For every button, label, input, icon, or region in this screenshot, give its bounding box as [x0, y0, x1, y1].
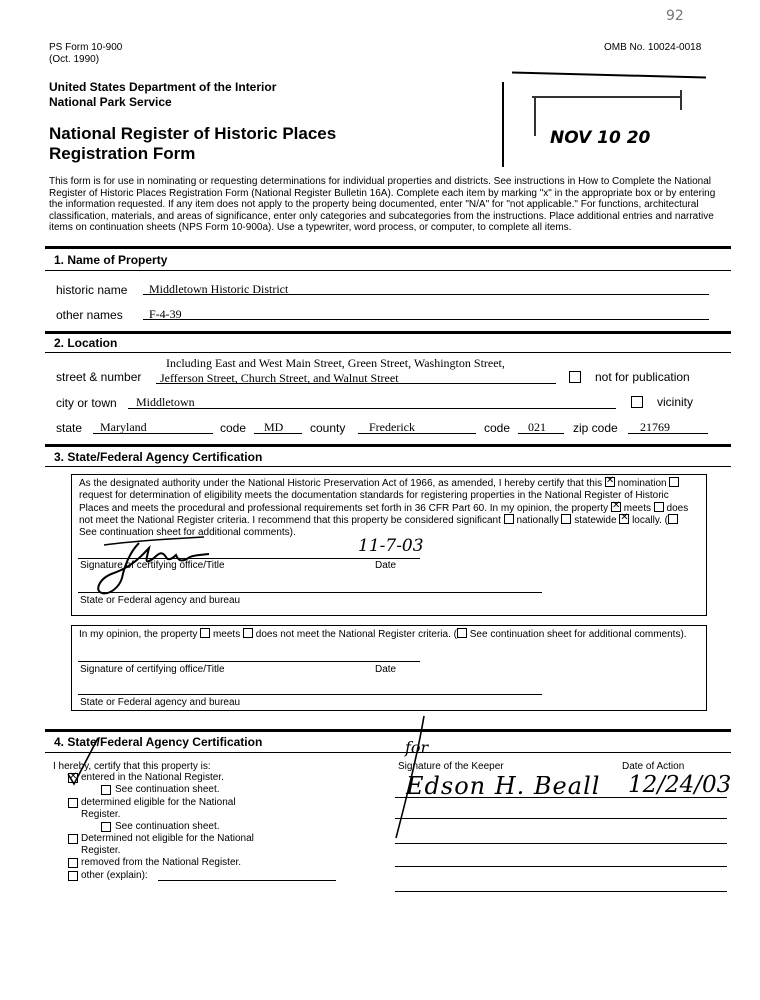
section-rule [45, 729, 731, 732]
field-line [128, 408, 616, 409]
not-for-publication-checkbox[interactable] [569, 371, 581, 383]
see-continuation-label-2: See continuation sheet. [115, 821, 220, 832]
opinion-box [71, 625, 707, 711]
entered-label: entered in the National Register. [81, 772, 224, 783]
county-code-value: 021 [528, 420, 546, 434]
nomination-checkbox[interactable] [605, 477, 615, 487]
date-of-action-label: Date of Action [622, 761, 685, 772]
nomination-label: nomination [617, 478, 667, 489]
county-value: Frederick [369, 420, 415, 434]
signature-label: Signature of certifying office/Title [80, 560, 225, 571]
code-label: code [220, 421, 247, 435]
opinion-does-not-meet-checkbox[interactable] [243, 628, 253, 638]
section4-heading: 4. State/Federal Agency Certification [54, 735, 263, 749]
cert-text: Places and meets the procedural and professional requirements set forth in 36 CFR Part 60. In my opinion, the property [79, 502, 609, 514]
signature-line [78, 661, 420, 662]
does-not-meet-checkbox[interactable] [654, 502, 664, 512]
meets-checkbox[interactable] [611, 502, 621, 512]
not-eligible-checkbox[interactable] [68, 834, 78, 844]
keeper-label: Signature of the Keeper [398, 761, 504, 772]
field-line [156, 383, 556, 384]
field-line [254, 433, 302, 434]
city-value: Middletown [136, 395, 195, 409]
service-name: National Park Service [49, 95, 172, 109]
street-line2: Jefferson Street, Church Street, and Walnut Street [160, 371, 399, 385]
field-line [143, 319, 709, 320]
field-line [93, 433, 213, 434]
instructions [49, 176, 729, 234]
omb-number: OMB No. 10024-0018 [604, 42, 702, 53]
section-rule [45, 466, 731, 467]
other-names-label: other names [56, 308, 123, 322]
form-subtitle: Registration Form [49, 144, 196, 163]
request-checkbox[interactable] [669, 477, 679, 487]
section1-heading: 1. Name of Property [54, 253, 168, 267]
field-line [628, 433, 708, 434]
other-names-value: F-4-39 [149, 307, 182, 321]
not-for-publication-label: not for publication [595, 370, 690, 384]
signature-label: Signature of certifying office/Title [80, 664, 225, 675]
instructions-line: classification, materials, and areas of significance, enter only categories and subcategories from the instructions. Place additional entries and narrative [49, 210, 714, 222]
street-line1: Including East and West Main Street, Green Street, Washington Street, [166, 356, 505, 370]
instructions-line: the information requested. If any item does not apply to the property being documented, enter "N/A" for "not applicable." For functions, architectural [49, 199, 699, 211]
street-label: street & number [56, 370, 142, 384]
form-date: (Oct. 1990) [49, 54, 100, 65]
stamp-date: NOV 10 20 [550, 128, 651, 148]
historic-name-label: historic name [56, 283, 128, 297]
section-rule [45, 444, 731, 447]
instructions-line: items on continuation sheets (NPS Form 10-900a). Use a typewriter, word process, or computer, to complete all items. [49, 222, 572, 234]
county-label: county [310, 421, 346, 435]
eligible-checkbox[interactable] [68, 798, 78, 808]
continuation-checkbox[interactable] [668, 514, 678, 524]
keeper-line [395, 891, 727, 892]
see-continuation-label-1: See continuation sheet. [115, 784, 220, 795]
not-eligible-label: Determined not eligible for the National [81, 833, 254, 844]
locally-label: locally. ( [632, 515, 669, 527]
state-value: Maryland [100, 420, 147, 434]
see-continuation-checkbox-2[interactable] [101, 822, 111, 832]
handwritten-checkmark [64, 734, 104, 794]
agency-label: State or Federal agency and bureau [80, 595, 241, 606]
date-label: Date [375, 664, 397, 675]
date-label: Date [375, 560, 397, 571]
received-stamp [502, 72, 712, 172]
cert-text: request for determination of eligibility meets the documentation standards for registering properties in the National Register of Historic [79, 489, 669, 501]
opinion-meets-checkbox[interactable] [200, 628, 210, 638]
instructions-line: Register of Historic Places Registration Form (National Register Bulletin 16A). Complete each item by marking "x" in the appropriate box or by entering [49, 187, 716, 199]
dept-name: United States Department of the Interior [49, 80, 277, 94]
zip-value: 21769 [640, 420, 670, 434]
agency-line [78, 592, 542, 593]
certification-box [71, 474, 707, 616]
city-label: city or town [56, 396, 117, 410]
opinion-text: See continuation sheet for additional comments). [469, 629, 687, 640]
statewide-checkbox[interactable] [561, 514, 571, 524]
certifying-date-hand: 11-7-03 [358, 536, 424, 556]
handwritten-stroke [390, 712, 430, 842]
cert-text: not meet the National Register criteria. I recommend that this property be considered significant [79, 515, 501, 527]
keeper-signature: Edson H. Beall [406, 772, 601, 800]
state-label: state [56, 421, 83, 435]
section-rule [45, 752, 731, 753]
agency-line [78, 694, 542, 695]
signature-line [78, 558, 420, 559]
form-title: National Register of Historic Places [49, 124, 337, 143]
form-number: PS Form 10-900 [49, 42, 123, 53]
keeper-line [395, 818, 727, 819]
cert-text: As the designated authority under the National Historic Preservation Act of 1966, as amended, I hereby certify that this [79, 478, 603, 489]
opinion-continuation-checkbox[interactable] [457, 628, 467, 638]
section3-heading: 3. State/Federal Agency Certification [54, 450, 263, 464]
action-date-hand: 12/24/03 [628, 772, 732, 798]
county-code-label: code [484, 421, 511, 435]
opinion-text: does not meet the National Register criteria. ( [255, 629, 457, 640]
section-rule [45, 270, 731, 271]
agency-label: State or Federal agency and bureau [80, 697, 241, 708]
other-checkbox[interactable] [68, 871, 78, 881]
instructions-line: This form is for use in nominating or requesting determinations for individual properties and districts. See instructions in How to Complete the National [49, 176, 711, 187]
for-handwriting: for [405, 738, 429, 757]
meets-label: meets [623, 502, 651, 514]
does-label: does [666, 502, 689, 514]
removed-checkbox[interactable] [68, 858, 78, 868]
other-label: other (explain): [81, 870, 148, 881]
eligible-label-2: Register. [81, 809, 121, 820]
keeper-line [395, 797, 727, 798]
page-mark: 92 [666, 8, 684, 24]
state-code-value: MD [264, 420, 284, 434]
nationally-label: nationally [516, 515, 559, 527]
section2-heading: 2. Location [54, 336, 118, 350]
cert-text: See continuation sheet for additional comments). [79, 527, 296, 539]
section-rule [45, 331, 731, 334]
opinion-meets-label: meets [212, 629, 241, 640]
eligible-label: determined eligible for the National [81, 797, 236, 808]
other-line [158, 880, 336, 881]
section-rule [45, 246, 731, 249]
field-line [518, 433, 564, 434]
opinion-text: In my opinion, the property [79, 629, 198, 640]
historic-name-value: Middletown Historic District [149, 282, 289, 296]
nationally-checkbox[interactable] [504, 514, 514, 524]
not-eligible-label-2: Register. [81, 845, 121, 856]
hereby-text: I hereby, certify that this property is: [53, 761, 211, 772]
vicinity-label: vicinity [657, 395, 694, 409]
locally-checkbox[interactable] [619, 514, 629, 524]
keeper-line [395, 866, 727, 867]
statewide-label: statewide [574, 515, 617, 527]
vicinity-checkbox[interactable] [631, 396, 643, 408]
field-line [143, 294, 709, 295]
removed-label: removed from the National Register. [81, 857, 242, 868]
section-rule [45, 352, 731, 353]
keeper-line [395, 843, 727, 844]
field-line [358, 433, 476, 434]
zip-label: zip code [573, 421, 618, 435]
